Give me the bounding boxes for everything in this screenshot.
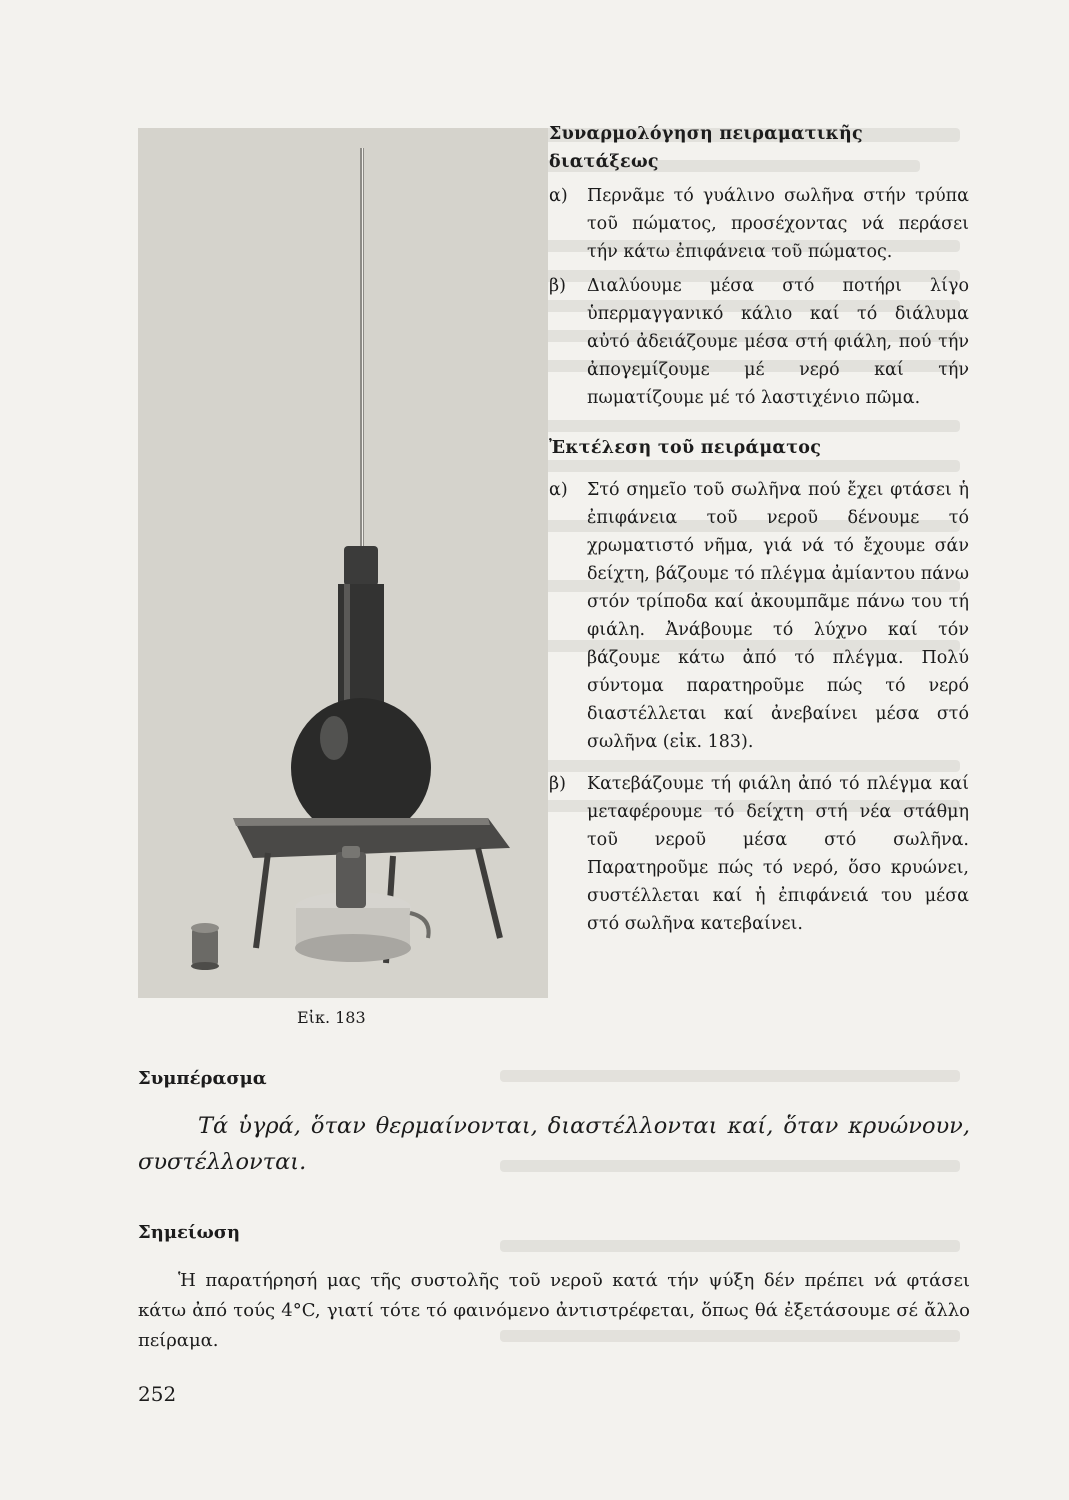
assembly-heading: Συναρμολόγηση πειραματικῆς διατάξεως xyxy=(549,124,864,172)
item-label: β) xyxy=(549,276,566,296)
experiment-photo xyxy=(138,128,548,998)
conclusion-heading: Συμπέρασμα xyxy=(138,1068,267,1089)
item-text: Περνᾶμε τό γυάλινο σωλῆνα στήν τρύπα τοῦ πώματος, προσέχοντας νά περάσει τήν κάτω ἐπιφάνεια τοῦ πώματος. xyxy=(587,186,969,262)
procedure-column xyxy=(549,120,969,938)
item-label: α) xyxy=(549,480,568,500)
list-item xyxy=(549,272,969,412)
list-item xyxy=(549,182,969,266)
item-text: Διαλύουμε μέσα στό ποτήρι λίγο ὑπερμαγγανικό κάλιο καί τό διάλυμα αὐτό ἀδειάζουμε μέσα στή φιάλη, πού τήν ἀπογεμίζουμε μέ νερό καί τήν πωματίζουμε μέ τό λαστιχένιο πῶμα. xyxy=(587,276,969,408)
item-label: α) xyxy=(549,186,568,206)
item-text: Στό σημεῖο τοῦ σωλῆνα πού ἔχει φτάσει ἡ ἐπιφάνεια τοῦ νεροῦ δένουμε τό χρωματιστό νῆμα, γιά νά τό ἔχουμε σάν δείχτη, βάζουμε τό πλέγμα ἀμίαντου πάνω στόν τρίποδα καί ἀκουμπᾶμε πάνω του τή φιάλη. Ἀνάβουμε τό λύχνο καί τόν βάζουμε κάτω ἀπό τό πλέγμα. Πολύ σύντομα παρατηροῦμε πώς τό νερό διαστέλλεται καί ἀνεβαίνει μέσα στό σωλῆνα (εἰκ. 183). xyxy=(587,480,969,752)
conclusion-text: Τά ὑγρά, ὅταν θερμαίνονται, διαστέλλονται καί, ὅταν κρυώνουν, συστέλλονται. xyxy=(138,1113,970,1175)
item-text: Κατεβάζουμε τή φιάλη ἀπό τό πλέγμα καί μεταφέρουμε τό δείχτη στή νέα στάθμη τοῦ νεροῦ μέσα στό σωλῆνα. Παρατηροῦμε πώς τό νερό, ὅσο κρυώνει, συστέλλεται καί ἡ ἐπιφάνειά του μέσα στό σωλῆνα κατεβαίνει. xyxy=(587,774,969,934)
item-label: β) xyxy=(549,774,566,794)
note-text: Ἡ παρατήρησή μας τῆς συστολῆς τοῦ νεροῦ κατά τήν ψύξη δέν πρέπει νά φτάσει κάτω ἀπό τούς 4°C, γιατί τότε τό φαινόμενο ἀντιστρέφεται, ὅπως θά ἐξετάσουμε σέ ἄλλο πείραμα. xyxy=(138,1270,970,1351)
list-item xyxy=(549,476,969,756)
page-number: 252 xyxy=(138,1382,177,1406)
execution-heading: Ἐκτέλεση τοῦ πειράματος xyxy=(549,438,822,458)
list-item xyxy=(549,770,969,938)
note-heading: Σημείωση xyxy=(138,1222,241,1243)
figure-caption: Εἰκ. 183 xyxy=(297,1008,366,1027)
